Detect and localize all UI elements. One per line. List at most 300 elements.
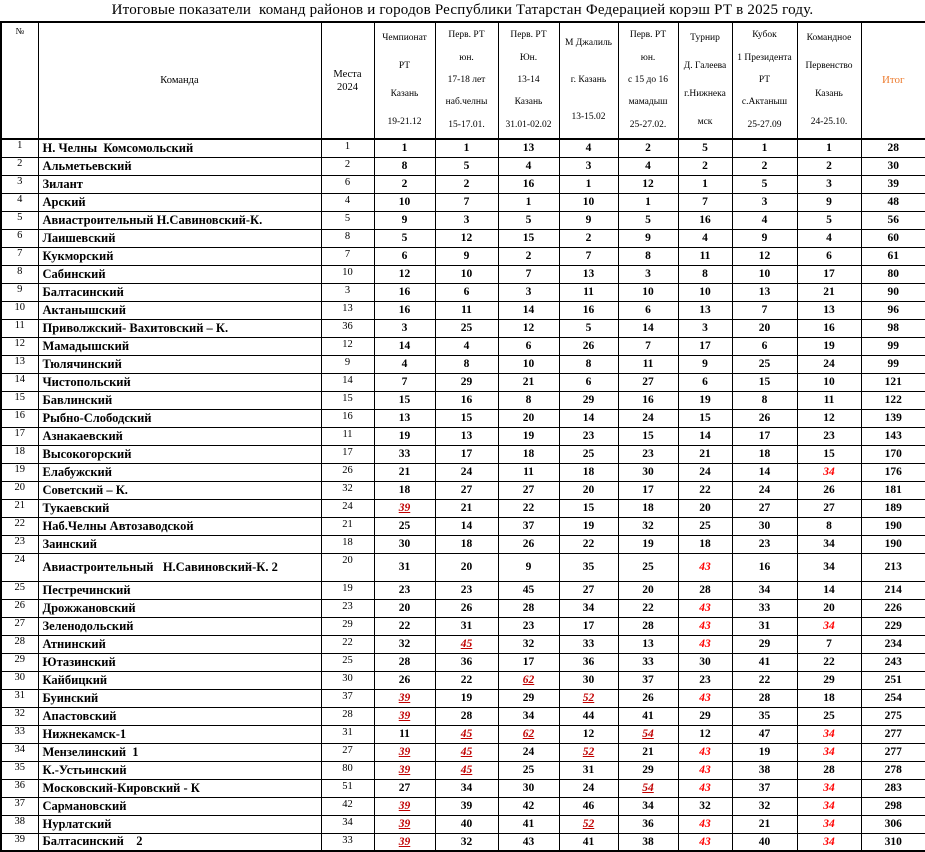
event-value-cell: 34 — [559, 599, 618, 617]
event-value-cell: 54 — [618, 779, 678, 797]
event-value-cell: 34 — [797, 463, 861, 481]
event-value-cell: 17 — [732, 427, 797, 445]
event-value-cell: 4 — [797, 229, 861, 247]
event-value-cell: 5 — [797, 211, 861, 229]
table-row — [1, 157, 925, 175]
event-value-cell: 6 — [678, 373, 732, 391]
event-value-cell: 1 — [559, 175, 618, 193]
event-value-cell: 11 — [797, 391, 861, 409]
total-cell: 283 — [861, 779, 925, 797]
event-value-cell: 5 — [559, 319, 618, 337]
total-cell: 310 — [861, 833, 925, 851]
event-value-cell: 23 — [732, 535, 797, 553]
event-value-cell: 3 — [618, 265, 678, 283]
event-value-cell: 29 — [435, 373, 498, 391]
event-value-cell: 16 — [732, 553, 797, 581]
event-value-cell: 13 — [374, 409, 435, 427]
event-value-cell: 36 — [618, 815, 678, 833]
row-number-cell: 19 — [1, 463, 38, 481]
row-number-cell: 29 — [1, 653, 38, 671]
row-number-cell: 14 — [1, 373, 38, 391]
event-value-cell: 35 — [732, 707, 797, 725]
team-name-cell: Московский-Кировский - К — [38, 779, 321, 797]
event-value-cell: 21 — [678, 445, 732, 463]
event-value-cell: 11 — [559, 283, 618, 301]
row-number-cell: 12 — [1, 337, 38, 355]
places-2024-cell: 18 — [321, 535, 374, 553]
event-value-cell: 26 — [618, 689, 678, 707]
event-value-cell: 15 — [732, 373, 797, 391]
event-value-cell: 40 — [435, 815, 498, 833]
page-title: Итоговые показатели команд районов и городов Республики Татарстан Федерацией корэш РТ в 2025 году. — [111, 2, 814, 18]
event-value-cell: 17 — [678, 337, 732, 355]
event-value-cell: 29 — [559, 391, 618, 409]
total-cell: 98 — [861, 319, 925, 337]
event-value-cell: 7 — [498, 265, 559, 283]
col-header-places-2024: Места 2024 — [321, 22, 374, 139]
event-value-cell: 34 — [797, 833, 861, 851]
row-number-cell: 4 — [1, 193, 38, 211]
event-value-cell: 21 — [732, 815, 797, 833]
event-value-cell: 24 — [559, 779, 618, 797]
table-header — [1, 22, 925, 139]
places-2024-cell: 31 — [321, 725, 374, 743]
table-row — [1, 391, 925, 409]
event-value-cell: 35 — [559, 553, 618, 581]
col-header-perv-rt-17-18: Перв. РТ юн. 17-18 лет наб.челны 15-17.01. — [435, 22, 498, 139]
event-value-cell: 14 — [618, 319, 678, 337]
event-value-cell: 12 — [498, 319, 559, 337]
total-cell: 181 — [861, 481, 925, 499]
event-value-cell: 20 — [498, 409, 559, 427]
row-number-cell: 33 — [1, 725, 38, 743]
team-name-cell: Мензелинский 1 — [38, 743, 321, 761]
table-row — [1, 247, 925, 265]
table-row — [1, 815, 925, 833]
row-number-cell: 20 — [1, 481, 38, 499]
event-value-cell: 25 — [678, 517, 732, 535]
event-value-cell: 23 — [559, 427, 618, 445]
event-value-cell: 20 — [732, 319, 797, 337]
event-value-cell: 18 — [374, 481, 435, 499]
col-header-kubok-prezidenta: Кубок 1 Президента РТ с.Актаныш 25-27.09 — [732, 22, 797, 139]
event-value-cell: 8 — [797, 517, 861, 535]
event-value-cell: 27 — [618, 373, 678, 391]
table-row — [1, 175, 925, 193]
table-row — [1, 463, 925, 481]
total-cell: 275 — [861, 707, 925, 725]
event-value-cell: 36 — [559, 653, 618, 671]
table-row — [1, 743, 925, 761]
event-value-cell: 9 — [797, 193, 861, 211]
event-value-cell: 34 — [797, 815, 861, 833]
team-name-cell: Советский – К. — [38, 481, 321, 499]
event-value-cell: 22 — [618, 599, 678, 617]
event-value-cell: 18 — [559, 463, 618, 481]
event-value-cell: 25 — [435, 319, 498, 337]
event-value-cell: 5 — [618, 211, 678, 229]
places-2024-cell: 26 — [321, 463, 374, 481]
total-cell: 298 — [861, 797, 925, 815]
total-cell: 189 — [861, 499, 925, 517]
event-value-cell: 12 — [732, 247, 797, 265]
total-cell: 214 — [861, 581, 925, 599]
event-value-cell: 38 — [732, 761, 797, 779]
event-value-cell: 30 — [559, 671, 618, 689]
places-2024-cell: 20 — [321, 553, 374, 581]
event-value-cell: 7 — [797, 635, 861, 653]
event-value-cell: 29 — [678, 707, 732, 725]
row-number-cell: 38 — [1, 815, 38, 833]
event-value-cell: 7 — [732, 301, 797, 319]
event-value-cell: 21 — [797, 283, 861, 301]
event-value-cell: 13 — [797, 301, 861, 319]
event-value-cell: 12 — [559, 725, 618, 743]
event-value-cell: 33 — [732, 599, 797, 617]
event-value-cell: 8 — [498, 391, 559, 409]
team-name-cell: Альметьевский — [38, 157, 321, 175]
team-name-cell: Сабинский — [38, 265, 321, 283]
event-value-cell: 23 — [435, 581, 498, 599]
row-number-cell: 9 — [1, 283, 38, 301]
event-value-cell: 4 — [678, 229, 732, 247]
row-number-cell: 36 — [1, 779, 38, 797]
row-number-cell: 3 — [1, 175, 38, 193]
team-name-cell: Елабужский — [38, 463, 321, 481]
event-value-cell: 16 — [797, 319, 861, 337]
event-value-cell: 5 — [732, 175, 797, 193]
row-number-cell: 10 — [1, 301, 38, 319]
table-row — [1, 653, 925, 671]
event-value-cell: 1 — [374, 139, 435, 157]
table-row — [1, 671, 925, 689]
table-row — [1, 337, 925, 355]
event-value-cell: 28 — [374, 653, 435, 671]
event-value-cell: 6 — [797, 247, 861, 265]
places-2024-cell: 12 — [321, 337, 374, 355]
event-value-cell: 43 — [678, 635, 732, 653]
team-name-cell: Кукморский — [38, 247, 321, 265]
event-value-cell: 34 — [797, 779, 861, 797]
event-value-cell: 10 — [732, 265, 797, 283]
event-value-cell: 19 — [374, 427, 435, 445]
team-name-cell: Балтасинский — [38, 283, 321, 301]
total-cell: 48 — [861, 193, 925, 211]
total-cell: 99 — [861, 337, 925, 355]
event-value-cell: 14 — [559, 409, 618, 427]
table-row — [1, 535, 925, 553]
event-value-cell: 24 — [732, 481, 797, 499]
table-row — [1, 553, 925, 581]
total-cell: 190 — [861, 517, 925, 535]
event-value-cell: 32 — [678, 797, 732, 815]
total-cell: 277 — [861, 725, 925, 743]
event-value-cell: 9 — [559, 211, 618, 229]
event-value-cell: 43 — [678, 689, 732, 707]
event-value-cell: 2 — [435, 175, 498, 193]
total-cell: 30 — [861, 157, 925, 175]
places-2024-cell: 17 — [321, 445, 374, 463]
row-number-cell: 2 — [1, 157, 38, 175]
event-value-cell: 27 — [435, 481, 498, 499]
event-value-cell: 16 — [374, 301, 435, 319]
event-value-cell: 1 — [797, 139, 861, 157]
event-value-cell: 52 — [559, 815, 618, 833]
event-value-cell: 8 — [678, 265, 732, 283]
event-value-cell: 13 — [678, 301, 732, 319]
places-2024-cell: 5 — [321, 211, 374, 229]
event-value-cell: 15 — [374, 391, 435, 409]
event-value-cell: 32 — [374, 635, 435, 653]
event-value-cell: 41 — [498, 815, 559, 833]
event-value-cell: 2 — [678, 157, 732, 175]
event-value-cell: 20 — [435, 553, 498, 581]
event-value-cell: 31 — [732, 617, 797, 635]
event-value-cell: 6 — [732, 337, 797, 355]
table-row — [1, 301, 925, 319]
event-value-cell: 15 — [797, 445, 861, 463]
row-number-cell: 28 — [1, 635, 38, 653]
event-value-cell: 22 — [435, 671, 498, 689]
event-value-cell: 2 — [559, 229, 618, 247]
team-name-cell: Рыбно-Слободский — [38, 409, 321, 427]
event-value-cell: 21 — [435, 499, 498, 517]
event-value-cell: 25 — [498, 761, 559, 779]
total-cell: 234 — [861, 635, 925, 653]
event-value-cell: 10 — [374, 193, 435, 211]
event-value-cell: 52 — [559, 743, 618, 761]
event-value-cell: 26 — [797, 481, 861, 499]
event-value-cell: 28 — [618, 617, 678, 635]
row-number-cell: 30 — [1, 671, 38, 689]
event-value-cell: 3 — [732, 193, 797, 211]
event-value-cell: 44 — [559, 707, 618, 725]
team-name-cell: Буинский — [38, 689, 321, 707]
event-value-cell: 7 — [678, 193, 732, 211]
event-value-cell: 38 — [618, 833, 678, 851]
event-value-cell: 45 — [435, 761, 498, 779]
total-cell: 60 — [861, 229, 925, 247]
places-2024-cell: 8 — [321, 229, 374, 247]
event-value-cell: 10 — [559, 193, 618, 211]
event-value-cell: 47 — [732, 725, 797, 743]
event-value-cell: 13 — [435, 427, 498, 445]
event-value-cell: 18 — [678, 535, 732, 553]
event-value-cell: 17 — [797, 265, 861, 283]
places-2024-cell: 19 — [321, 581, 374, 599]
event-value-cell: 2 — [797, 157, 861, 175]
event-value-cell: 3 — [797, 175, 861, 193]
table-row — [1, 779, 925, 797]
event-value-cell: 39 — [374, 707, 435, 725]
table-row — [1, 481, 925, 499]
col-header-turnir-galeeva: Турнир Д. Галеева г.Нижнека мск — [678, 22, 732, 139]
event-value-cell: 22 — [498, 499, 559, 517]
event-value-cell: 1 — [678, 175, 732, 193]
places-2024-cell: 28 — [321, 707, 374, 725]
event-value-cell: 39 — [374, 815, 435, 833]
event-value-cell: 1 — [618, 193, 678, 211]
row-number-cell: 11 — [1, 319, 38, 337]
event-value-cell: 12 — [435, 229, 498, 247]
row-number-cell: 39 — [1, 833, 38, 851]
table-row — [1, 599, 925, 617]
event-value-cell: 11 — [435, 301, 498, 319]
event-value-cell: 31 — [374, 553, 435, 581]
places-2024-cell: 14 — [321, 373, 374, 391]
event-value-cell: 12 — [374, 265, 435, 283]
event-value-cell: 10 — [618, 283, 678, 301]
event-value-cell: 30 — [732, 517, 797, 535]
places-2024-cell: 7 — [321, 247, 374, 265]
event-value-cell: 39 — [374, 743, 435, 761]
team-name-cell: Приволжский- Вахитовский – К. — [38, 319, 321, 337]
event-value-cell: 14 — [435, 517, 498, 535]
event-value-cell: 32 — [498, 635, 559, 653]
row-number-cell: 7 — [1, 247, 38, 265]
event-value-cell: 14 — [732, 463, 797, 481]
event-value-cell: 45 — [435, 743, 498, 761]
event-value-cell: 9 — [498, 553, 559, 581]
event-value-cell: 10 — [435, 265, 498, 283]
event-value-cell: 21 — [374, 463, 435, 481]
event-value-cell: 17 — [618, 481, 678, 499]
table-row — [1, 617, 925, 635]
event-value-cell: 19 — [797, 337, 861, 355]
table-row — [1, 139, 925, 157]
row-number-cell: 24 — [1, 553, 38, 581]
event-value-cell: 11 — [678, 247, 732, 265]
team-name-cell: Арский — [38, 193, 321, 211]
event-value-cell: 43 — [678, 617, 732, 635]
places-2024-cell: 13 — [321, 301, 374, 319]
event-value-cell: 3 — [435, 211, 498, 229]
event-value-cell: 34 — [498, 707, 559, 725]
event-value-cell: 14 — [374, 337, 435, 355]
event-value-cell: 39 — [374, 689, 435, 707]
event-value-cell: 20 — [374, 599, 435, 617]
event-value-cell: 2 — [498, 247, 559, 265]
event-value-cell: 52 — [559, 689, 618, 707]
team-name-cell: Тукаевский — [38, 499, 321, 517]
event-value-cell: 23 — [678, 671, 732, 689]
event-value-cell: 45 — [498, 581, 559, 599]
event-value-cell: 28 — [797, 761, 861, 779]
places-2024-cell: 42 — [321, 797, 374, 815]
team-name-cell: Авиастроительный Н.Савиновский-К. — [38, 211, 321, 229]
event-value-cell: 4 — [374, 355, 435, 373]
event-value-cell: 16 — [559, 301, 618, 319]
total-cell: 90 — [861, 283, 925, 301]
total-cell: 61 — [861, 247, 925, 265]
total-cell: 176 — [861, 463, 925, 481]
team-name-cell: Зеленодольский — [38, 617, 321, 635]
total-cell: 99 — [861, 355, 925, 373]
event-value-cell: 45 — [435, 635, 498, 653]
header-row — [1, 22, 925, 139]
event-value-cell: 43 — [678, 833, 732, 851]
table-row — [1, 761, 925, 779]
event-value-cell: 45 — [435, 725, 498, 743]
event-value-cell: 34 — [797, 535, 861, 553]
event-value-cell: 16 — [435, 391, 498, 409]
col-header-perv-rt-15-16: Перв. РТ юн. с 15 до 16 мамадыш 25-27.02. — [618, 22, 678, 139]
team-name-cell: Балтасинский 2 — [38, 833, 321, 851]
event-value-cell: 27 — [797, 499, 861, 517]
event-value-cell: 22 — [678, 481, 732, 499]
event-value-cell: 18 — [732, 445, 797, 463]
event-value-cell: 26 — [559, 337, 618, 355]
event-value-cell: 37 — [618, 671, 678, 689]
places-2024-cell: 37 — [321, 689, 374, 707]
places-2024-cell: 34 — [321, 815, 374, 833]
event-value-cell: 6 — [559, 373, 618, 391]
event-value-cell: 33 — [559, 635, 618, 653]
places-2024-cell: 25 — [321, 653, 374, 671]
team-name-cell: Тюлячинский — [38, 355, 321, 373]
total-cell: 121 — [861, 373, 925, 391]
row-number-cell: 13 — [1, 355, 38, 373]
event-value-cell: 4 — [498, 157, 559, 175]
team-name-cell: Дрожжановский — [38, 599, 321, 617]
event-value-cell: 43 — [678, 779, 732, 797]
event-value-cell: 34 — [732, 581, 797, 599]
team-name-cell: Н. Челны Комсомольский — [38, 139, 321, 157]
event-value-cell: 41 — [732, 653, 797, 671]
row-number-cell: 35 — [1, 761, 38, 779]
event-value-cell: 7 — [435, 193, 498, 211]
team-name-cell: Апастовский — [38, 707, 321, 725]
table-row — [1, 319, 925, 337]
event-value-cell: 34 — [618, 797, 678, 815]
row-number-cell: 31 — [1, 689, 38, 707]
event-value-cell: 43 — [678, 553, 732, 581]
event-value-cell: 29 — [732, 635, 797, 653]
row-number-cell: 8 — [1, 265, 38, 283]
row-number-cell: 5 — [1, 211, 38, 229]
event-value-cell: 7 — [618, 337, 678, 355]
event-value-cell: 5 — [678, 139, 732, 157]
event-value-cell: 2 — [732, 157, 797, 175]
event-value-cell: 19 — [435, 689, 498, 707]
event-value-cell: 1 — [498, 193, 559, 211]
col-header-komandnoe-pervenstvo: Командное Первенство Казань 24-25.10. — [797, 22, 861, 139]
col-header-perv-rt-13-14: Перв. РТ Юн. 13-14 Казань 31.01-02.02 — [498, 22, 559, 139]
event-value-cell: 62 — [498, 671, 559, 689]
event-value-cell: 23 — [618, 445, 678, 463]
event-value-cell: 39 — [374, 761, 435, 779]
event-value-cell: 9 — [678, 355, 732, 373]
total-cell: 254 — [861, 689, 925, 707]
event-value-cell: 20 — [618, 581, 678, 599]
row-number-cell: 37 — [1, 797, 38, 815]
table-row — [1, 725, 925, 743]
event-value-cell: 14 — [498, 301, 559, 319]
row-number-cell: 6 — [1, 229, 38, 247]
event-value-cell: 32 — [732, 797, 797, 815]
event-value-cell: 2 — [374, 175, 435, 193]
event-value-cell: 6 — [498, 337, 559, 355]
places-2024-cell: 51 — [321, 779, 374, 797]
event-value-cell: 19 — [559, 517, 618, 535]
table-row — [1, 373, 925, 391]
event-value-cell: 5 — [435, 157, 498, 175]
event-value-cell: 32 — [618, 517, 678, 535]
table-row — [1, 427, 925, 445]
event-value-cell: 4 — [618, 157, 678, 175]
event-value-cell: 8 — [435, 355, 498, 373]
places-2024-cell: 3 — [321, 283, 374, 301]
